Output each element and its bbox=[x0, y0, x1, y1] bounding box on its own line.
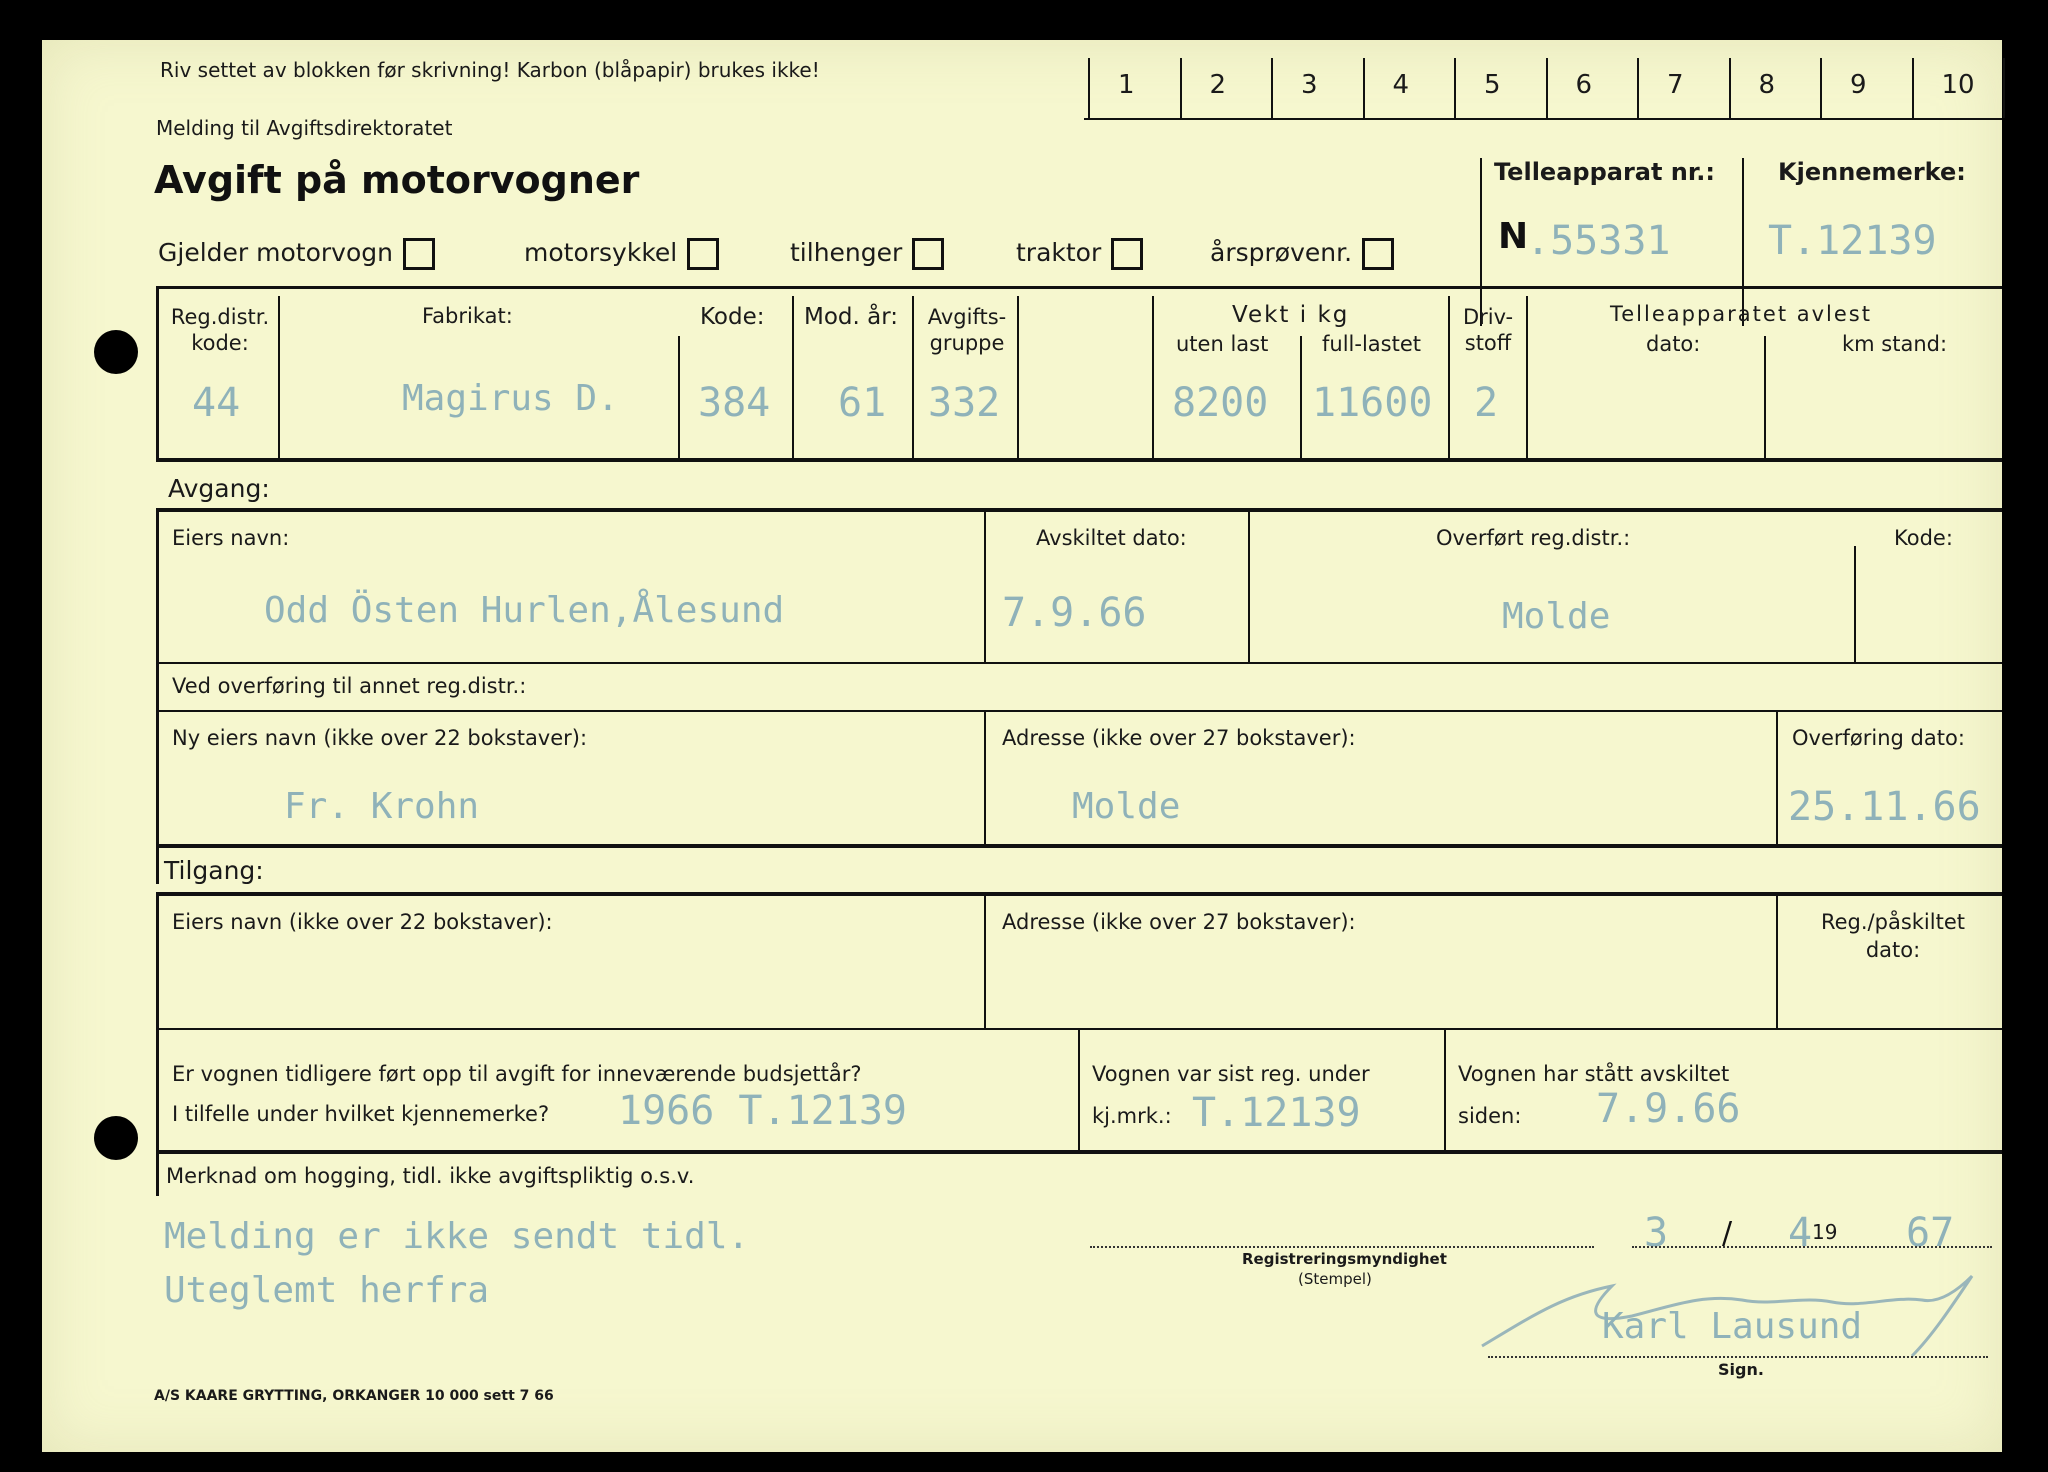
tilhenger-checkbox[interactable] bbox=[912, 238, 944, 270]
fabrikat-value: Magirus D. bbox=[402, 378, 619, 419]
vehicle-table-top bbox=[156, 286, 2002, 289]
col-divider-8 bbox=[1448, 296, 1450, 458]
avgang-div-3 bbox=[1854, 546, 1856, 662]
number-strip-line bbox=[1084, 118, 2002, 120]
number-strip-divider bbox=[1180, 58, 1182, 118]
meter-box-divider bbox=[1742, 158, 1744, 326]
overfort-label: Overført reg.distr.: bbox=[1436, 526, 1631, 550]
number-strip-cell: 10 bbox=[1941, 70, 1975, 100]
remarks-label: Merknad om hogging, tidl. ikke avgiftspliktig o.s.v. bbox=[166, 1164, 695, 1188]
col-divider-1 bbox=[278, 296, 280, 458]
siden-value: 7.9.66 bbox=[1596, 1086, 1741, 1132]
tilgang-div-1 bbox=[984, 896, 986, 1028]
budget-question-2: I tilfelle under hvilket kjennemerke? bbox=[172, 1102, 550, 1126]
motorvogn-checkbox[interactable] bbox=[403, 238, 435, 270]
km-stand-label: km stand: bbox=[1842, 332, 1948, 356]
col-divider-6 bbox=[1152, 296, 1154, 458]
vekt-label: Vekt i kg bbox=[1232, 302, 1350, 328]
number-strip-divider bbox=[1271, 58, 1273, 118]
col-divider-3 bbox=[792, 296, 794, 458]
full-lastet-value: 11600 bbox=[1312, 380, 1433, 426]
stamp-line bbox=[1090, 1246, 1594, 1248]
tilgang-div-3 bbox=[1078, 1030, 1080, 1150]
number-strip-cell: 9 bbox=[1850, 70, 1867, 100]
kjmrk-value: T.12139 bbox=[1192, 1090, 1361, 1136]
reg-distr-label: Reg.distr. kode: bbox=[170, 305, 270, 355]
avgang-div-4 bbox=[984, 712, 986, 844]
date-day: 3 bbox=[1644, 1210, 1669, 1256]
telle-avlest-label: Telleapparatet avlest bbox=[1610, 302, 1872, 326]
vehicle-type-label bbox=[158, 238, 435, 270]
tilgang-div-2 bbox=[1776, 896, 1778, 1028]
col-divider-10 bbox=[1764, 336, 1766, 458]
avgang-mid bbox=[156, 662, 2002, 664]
number-strip-cell: 5 bbox=[1484, 70, 1501, 100]
siden-label: siden: bbox=[1458, 1104, 1522, 1128]
number-strip-divider bbox=[1729, 58, 1731, 118]
sign-label: Sign. bbox=[1718, 1360, 1764, 1379]
meter-box-left bbox=[1480, 158, 1482, 326]
addressee-text: Melding til Avgiftsdirektoratet bbox=[156, 116, 453, 140]
col-divider-7 bbox=[1300, 336, 1302, 458]
number-strip-divider bbox=[1454, 58, 1456, 118]
fabrikat-label: Fabrikat: bbox=[422, 304, 513, 328]
col-divider-2 bbox=[678, 336, 680, 458]
budget-question-1: Er vognen tidligere ført opp til avgift for inneværende budsjettår? bbox=[172, 1062, 862, 1086]
plate-label: Kjennemerke: bbox=[1778, 158, 1966, 186]
uten-last-label: uten last bbox=[1176, 332, 1269, 356]
avgiftsgruppe-value: 332 bbox=[928, 380, 1001, 426]
number-strip-cell: 8 bbox=[1758, 70, 1776, 100]
number-strip-cell: 6 bbox=[1575, 70, 1593, 100]
number-strip-divider bbox=[1912, 58, 1914, 118]
reg-paskiltet-label: Reg./påskiltet dato: bbox=[1820, 910, 1965, 962]
avgang-div-1 bbox=[984, 512, 986, 662]
number-strip-cell: 7 bbox=[1667, 70, 1684, 100]
traktor-checkbox[interactable] bbox=[1111, 238, 1143, 270]
tilgang-section-label: Tilgang: bbox=[164, 856, 264, 885]
kjmrk-label: kj.mrk.: bbox=[1092, 1104, 1172, 1128]
drivstoff-label: Driv- stoff bbox=[1462, 305, 1514, 355]
number-strip-divider bbox=[1088, 58, 1090, 118]
avskiltet-dato-value: 7.9.66 bbox=[1002, 590, 1147, 636]
date-separator: / bbox=[1722, 1216, 1733, 1251]
tilgang-adresse-label: Adresse (ikke over 27 bokstaver): bbox=[1002, 910, 1356, 934]
vehicle-table-bottom bbox=[156, 458, 2002, 462]
motorsykkel-checkbox[interactable] bbox=[687, 238, 719, 270]
kode-label: Kode: bbox=[700, 304, 765, 330]
avskiltet-dato-label: Avskiltet dato: bbox=[1036, 526, 1187, 550]
col-divider-9 bbox=[1526, 296, 1528, 458]
traktor-label: traktor bbox=[1016, 238, 1102, 267]
number-strip-divider bbox=[1546, 58, 1548, 118]
avgang-sub bbox=[156, 710, 2002, 712]
uten-last-value: 8200 bbox=[1172, 380, 1269, 426]
overforing-dato-value: 25.11.66 bbox=[1788, 784, 1981, 830]
motorsykkel-option bbox=[524, 238, 719, 270]
meter-prefix: N bbox=[1498, 216, 1529, 257]
tilgang-eiers-navn-label: Eiers navn (ikke over 22 bokstaver): bbox=[172, 910, 553, 934]
col-divider-5 bbox=[1017, 296, 1019, 458]
number-strip-divider bbox=[1637, 58, 1639, 118]
date-year: 67 bbox=[1906, 1210, 1955, 1256]
avgang-top bbox=[156, 508, 2002, 512]
motorsykkel-label: motorsykkel bbox=[524, 238, 678, 267]
remarks-line-1: Melding er ikke sendt tidl. bbox=[164, 1216, 750, 1257]
arsprovenr-label: årsprøvenr. bbox=[1210, 238, 1353, 267]
ved-overforing-label: Ved overføring til annet reg.distr.: bbox=[172, 674, 527, 698]
tilhenger-option bbox=[790, 238, 944, 270]
tilgang-bottom bbox=[156, 1150, 2002, 1154]
avgang-left bbox=[156, 508, 159, 884]
form-title: Avgift på motorvogner bbox=[154, 158, 640, 202]
date-line bbox=[1632, 1246, 1992, 1248]
mod-ar-value: 61 bbox=[838, 380, 887, 426]
arsprovenr-checkbox[interactable] bbox=[1362, 238, 1394, 270]
avgang-eiers-navn-value: Odd Östen Hurlen,Ålesund bbox=[264, 590, 785, 631]
tilhenger-label: tilhenger bbox=[790, 238, 903, 267]
sign-line bbox=[1488, 1356, 1988, 1358]
number-strip-divider bbox=[1363, 58, 1365, 118]
col-divider-4 bbox=[912, 296, 914, 458]
avgiftsgruppe-label: Avgifts- gruppe bbox=[927, 305, 1007, 355]
avgang-bottom bbox=[156, 844, 2002, 848]
traktor-option bbox=[1016, 238, 1143, 270]
arsprovenr-option bbox=[1210, 238, 1394, 270]
avgang-adresse-label: Adresse (ikke over 27 bokstaver): bbox=[1002, 726, 1356, 750]
tilgang-top bbox=[156, 892, 2002, 896]
avgang-div-2 bbox=[1248, 512, 1250, 662]
meter-label: Telleapparat nr.: bbox=[1494, 158, 1716, 186]
ny-eier-label: Ny eiers navn (ikke over 22 bokstaver): bbox=[172, 726, 588, 750]
stamp-label: Registreringsmyndighet bbox=[1242, 1250, 1447, 1268]
sist-reg-label: Vognen var sist reg. under bbox=[1092, 1062, 1370, 1086]
date-month: 4 bbox=[1788, 1210, 1813, 1256]
instruction-text: Riv settet av blokken før skrivning! Karbon (blåpapir) brukes ikke! bbox=[160, 58, 820, 82]
ny-eier-value: Fr. Krohn bbox=[284, 786, 480, 827]
number-strip-cell: 4 bbox=[1392, 70, 1410, 100]
remarks-line-2: Uteglemt herfra bbox=[164, 1270, 490, 1311]
mod-ar-label: Mod. år: bbox=[804, 304, 899, 330]
avgang-div-5 bbox=[1776, 712, 1778, 844]
vehicle-table-left bbox=[156, 286, 159, 460]
avgang-section-label: Avgang: bbox=[168, 474, 270, 503]
drivstoff-value: 2 bbox=[1474, 380, 1499, 426]
kode-value: 384 bbox=[698, 380, 771, 426]
budget-question-value: 1966 T.12139 bbox=[618, 1088, 907, 1134]
number-strip-cell: 2 bbox=[1209, 70, 1227, 100]
overfort-value: Molde bbox=[1502, 596, 1611, 637]
tilgang-div-4 bbox=[1444, 1030, 1446, 1150]
tax-form-card bbox=[42, 40, 2002, 1452]
punch-hole-top bbox=[94, 330, 138, 374]
telle-dato-label: dato: bbox=[1646, 332, 1701, 356]
number-strip-cell: 1 bbox=[1118, 70, 1135, 100]
date-century: 19 bbox=[1812, 1220, 1838, 1244]
avgang-kode-label: Kode: bbox=[1894, 526, 1953, 550]
number-strip-divider bbox=[1820, 58, 1822, 118]
plate-value: T.12139 bbox=[1768, 218, 1937, 264]
signer-name: Karl Lausund bbox=[1602, 1306, 1863, 1347]
number-strip-divider bbox=[2003, 58, 2005, 118]
vehicle-type-text: Gjelder motorvogn bbox=[158, 238, 393, 267]
meter-value: .55331 bbox=[1526, 218, 1671, 264]
full-lastet-label: full-lastet bbox=[1322, 332, 1421, 356]
avgang-adresse-value: Molde bbox=[1072, 786, 1181, 827]
avskiltet-siden-label: Vognen har stått avskiltet bbox=[1458, 1062, 1730, 1086]
reg-distr-value: 44 bbox=[192, 380, 241, 426]
overforing-dato-label: Overføring dato: bbox=[1792, 726, 1965, 750]
number-strip-cell: 3 bbox=[1301, 70, 1318, 100]
avgang-eiers-navn-label: Eiers navn: bbox=[172, 526, 290, 550]
stamp-sublabel: (Stempel) bbox=[1298, 1270, 1372, 1288]
punch-hole-bottom bbox=[94, 1116, 138, 1160]
printer-imprint: A/S KAARE GRYTTING, ORKANGER 10 000 sett 7 66 bbox=[154, 1388, 554, 1404]
